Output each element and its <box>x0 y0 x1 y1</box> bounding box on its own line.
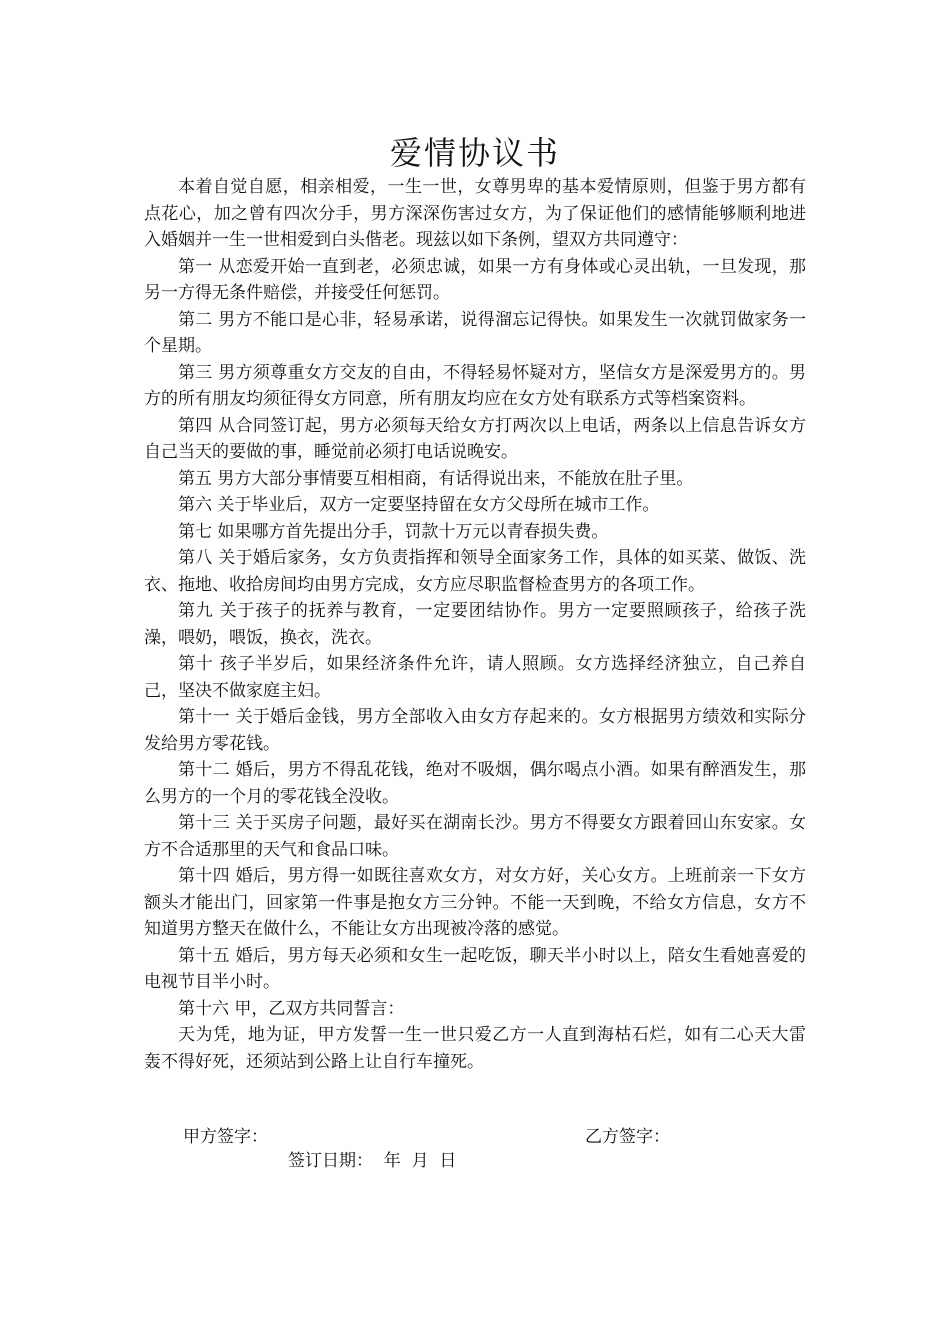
party-b-signature-label: 乙方签字： <box>585 1127 670 1147</box>
clause-8: 第八 关于婚后家务，女方负责指挥和领导全面家务工作，具体的如买菜、做饭、洗衣、拖地、收拾房间均由男方完成，女方应尽职监督检查男方的各项工作。 <box>144 548 806 595</box>
preamble-paragraph: 本着自觉自愿，相亲相爱，一生一世，女尊男卑的基本爱情原则，但鉴于男方都有点花心，加之曾有四次分手，男方深深伤害过女方，为了保证他们的感情能够顺利地进入婚姻并一生一世相爱到白头偕老。现兹以如下条例，望双方共同遵守： <box>144 177 806 250</box>
signature-row <box>183 1122 803 1148</box>
signing-date-label: 签订日期： 年 月 日 <box>288 1151 457 1171</box>
party-a-signature-label: 甲方签字： <box>183 1127 268 1147</box>
clause-13: 第十三 关于买房子问题，最好买在湖南长沙。男方不得要女方跟着回山东安家。女方不合适那里的天气和食品口味。 <box>144 813 806 860</box>
clause-7: 第七 如果哪方首先提出分手，罚款十万元以青春损失费。 <box>178 521 609 542</box>
clause-2: 第二 男方不能口是心非，轻易承诺，说得溜忘记得快。如果发生一次就罚做家务一个星期。 <box>144 309 806 356</box>
clause-6: 第六 关于毕业后，双方一定要坚持留在女方父母所在城市工作。 <box>178 495 660 515</box>
document-body <box>144 174 806 1075</box>
clause-3: 第三 男方须尊重女方交友的自由，不得轻易怀疑对方，坚信女方是深爱男方的。男方的所有朋友均须征得女方同意，所有朋友均应在女方处有联系方式等档案资料。 <box>144 362 806 409</box>
document-title: 爱情协议书 <box>389 134 560 172</box>
clause-9: 第九 关于孩子的抚养与教育，一定要团结协作。男方一定要照顾孩子，给孩子洗澡，喂奶，喂饭，换衣，洗衣。 <box>144 601 806 648</box>
clause-4: 第四 从合同签订起，男方必须每天给女方打两次以上电话，两条以上信息告诉女方自己当天的要做的事，睡觉前必须打电话说晚安。 <box>144 415 806 462</box>
clause-10: 第十 孩子半岁后，如果经济条件允许，请人照顾。女方选择经济独立，自己养自己，坚决不做家庭主妇。 <box>144 654 806 701</box>
clause-15: 第十五 婚后，男方每天必须和女生一起吃饭，聊天半小时以上，陪女生看她喜爱的电视节目半小时。 <box>144 945 806 992</box>
clause-16: 第十六 甲，乙双方共同誓言： <box>178 998 405 1019</box>
clause-11: 第十一 关于婚后金钱，男方全部收入由女方存起来的。女方根据男方绩效和实际分发给男方零花钱。 <box>144 707 806 754</box>
clause-1: 第一 从恋爱开始一直到老，必须忠诚，如果一方有身体或心灵出轨，一旦发现，那另一方得无条件赔偿，并接受任何惩罚。 <box>144 256 806 303</box>
clause-12: 第十二 婚后，男方不得乱花钱，绝对不吸烟，偶尔喝点小酒。如果有醉酒发生，那么男方的一个月的零花钱全没收。 <box>144 760 806 807</box>
vow-paragraph: 天为凭，地为证，甲方发誓一生一世只爱乙方一人直到海枯石烂，如有二心天大雷轰不得好死，还须站到公路上让自行车撞死。 <box>144 1025 806 1072</box>
clause-14: 第十四 婚后，男方得一如既往喜欢女方，对女方好，关心女方。上班前亲一下女方额头才能出门，回家第一件事是抱女方三分钟。不能一天到晚，不给女方信息，女方不知道男方整天在做什么，不能让女方出现被冷落的感觉。 <box>144 866 806 939</box>
clause-5: 第五 男方大部分事情要互相相商，有话得说出来，不能放在肚子里。 <box>178 468 694 489</box>
